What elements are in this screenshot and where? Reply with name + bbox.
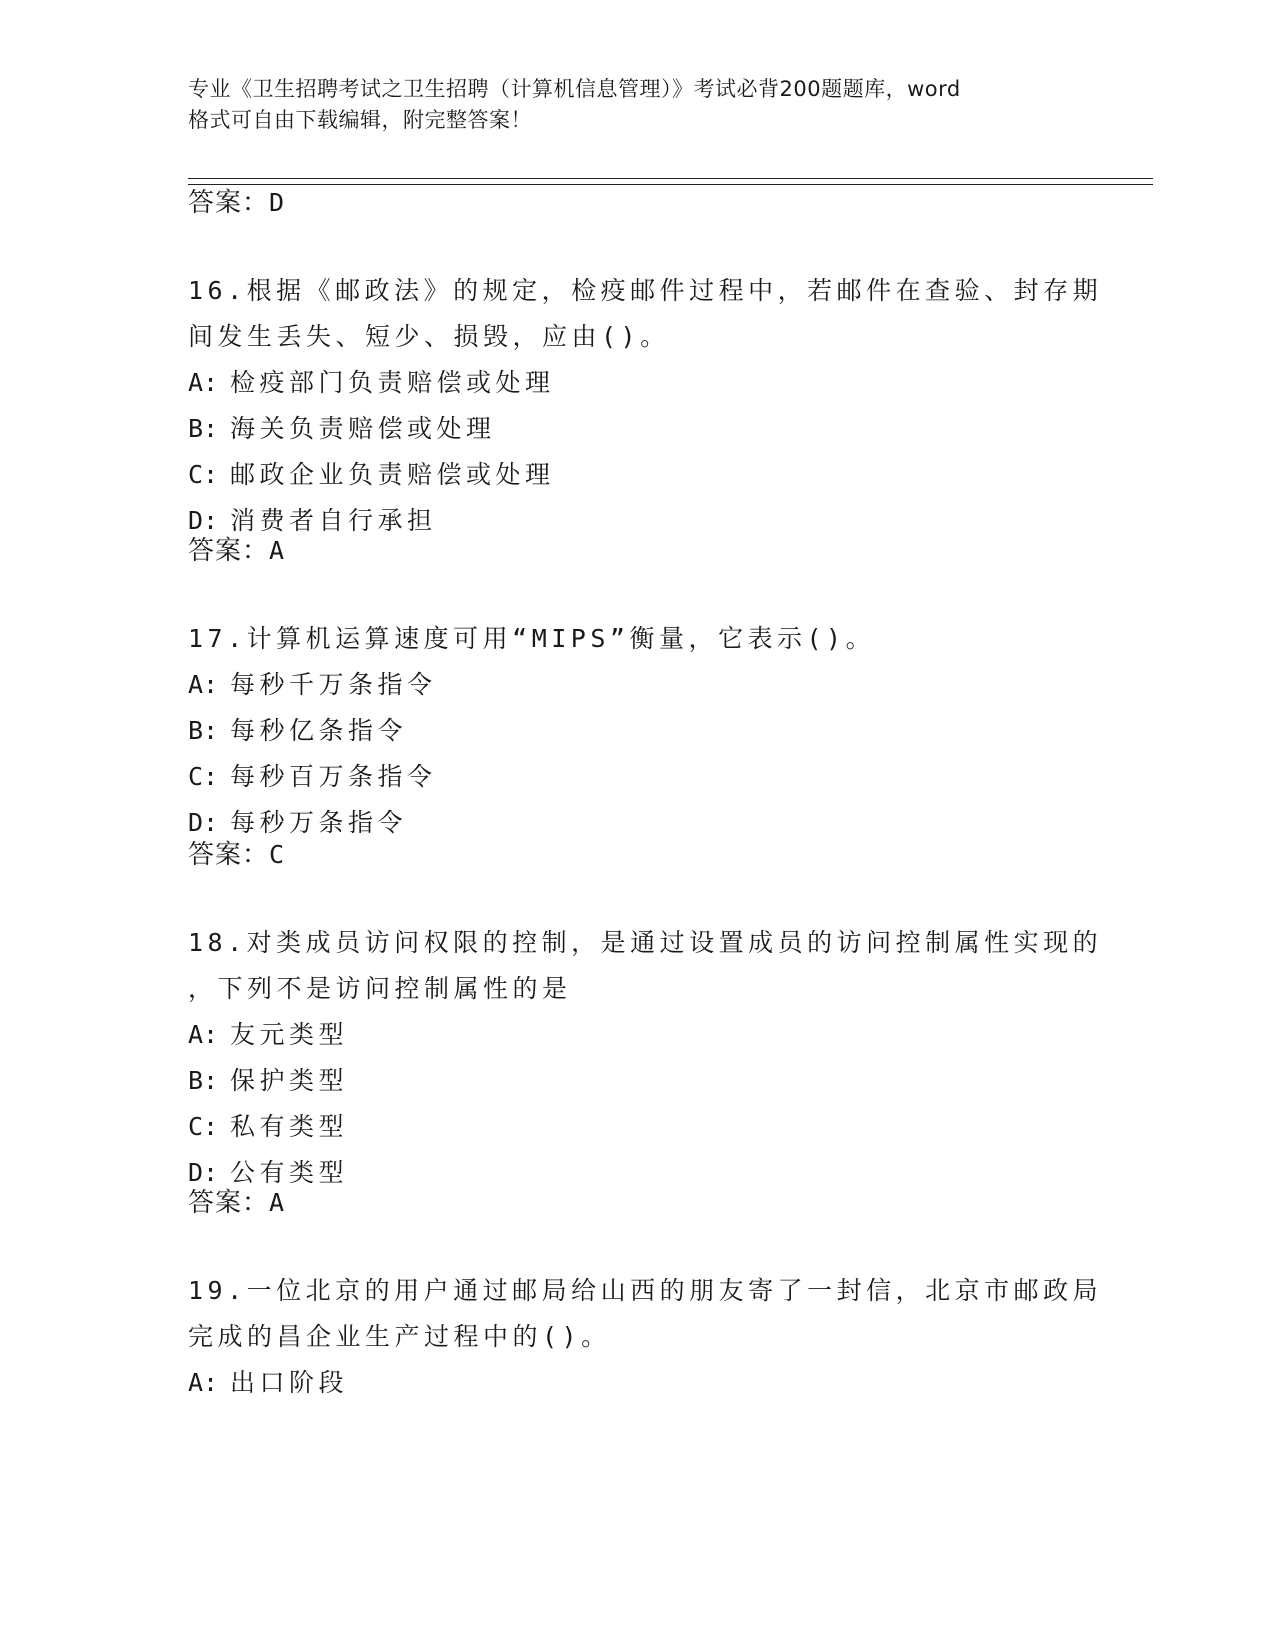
option-text: 海关负责赔偿或处理 [230,414,496,443]
question-stem-line: 间发生丢失、短少、损毁，应由()。 [188,322,670,351]
answer-value: C [269,840,286,869]
answer-value: A [269,536,286,565]
answer-label: 答案： [188,840,270,870]
option-text: 出口阶段 [230,1368,349,1397]
option-a [188,1360,1088,1406]
answer-value: D [269,188,286,217]
option-text: 每秒百万条指令 [230,762,437,791]
option-b [188,708,1088,754]
option-b [188,406,1088,452]
option-key: A: [188,670,219,699]
option-key: D: [188,1158,219,1187]
option-a [188,662,1088,708]
question-stem-line: 16.根据《邮政法》的规定，检疫邮件过程中，若邮件在查验、封存期 [188,276,1103,305]
option-text: 消费者自行承担 [230,506,437,535]
option-text: 每秒万条指令 [230,808,408,837]
option-d [188,1150,1088,1196]
option-text: 每秒亿条指令 [230,716,408,745]
answer-label: 答案： [188,1188,270,1218]
header-divider-bottom [188,184,1153,185]
option-key: C: [188,762,219,791]
option-key: C: [188,1112,219,1141]
option-text: 公有类型 [230,1158,349,1187]
question-16 [188,268,1103,544]
option-key: A: [188,368,219,397]
option-c [188,754,1088,800]
question-stem-line: 18.对类成员访问权限的控制，是通过设置成员的访问控制属性实现的 [188,928,1103,957]
option-key: A: [188,1020,219,1049]
header-line-1: 专业《卫生招聘考试之卫生招聘（计算机信息管理）》考试必背200题题库，word [188,77,961,101]
header-line-2: 格式可自由下载编辑，附完整答案！ [188,108,532,132]
option-key: C: [188,460,219,489]
option-key: D: [188,506,219,535]
option-text: 私有类型 [230,1112,349,1141]
option-key: B: [188,716,219,745]
option-text: 邮政企业负责赔偿或处理 [230,460,555,489]
option-c [188,1104,1088,1150]
question-18 [188,920,1103,1196]
document-header [188,74,1088,136]
answer-line [188,838,285,872]
question-stem-line: 17.计算机运算速度可用“MIPS”衡量，它表示()。 [188,624,876,653]
option-key: A: [188,1368,219,1397]
option-d [188,498,1088,544]
answer-line [188,534,285,568]
header-divider-top [188,178,1153,179]
answer-label: 答案： [188,188,270,218]
option-b [188,1058,1088,1104]
option-a [188,360,1088,406]
question-17 [188,616,1088,846]
option-text: 检疫部门负责赔偿或处理 [230,368,555,397]
answer-value: A [269,1188,286,1217]
question-stem-line: 19.一位北京的用户通过邮局给山西的朋友寄了一封信，北京市邮政局 [188,1276,1103,1305]
option-text: 保护类型 [230,1066,349,1095]
answer-line [188,1186,285,1220]
option-a [188,1012,1088,1058]
question-stem-line: 完成的昌企业生产过程中的()。 [188,1322,611,1351]
option-key: B: [188,414,219,443]
option-text: 友元类型 [230,1020,349,1049]
option-d [188,800,1088,846]
option-key: D: [188,808,219,837]
option-text: 每秒千万条指令 [230,670,437,699]
answer-label: 答案： [188,536,270,566]
question-stem-line: ，下列不是访问控制属性的是 [188,974,572,1003]
answer-line [188,186,285,220]
option-key: B: [188,1066,219,1095]
option-c [188,452,1088,498]
question-19 [188,1268,1103,1406]
